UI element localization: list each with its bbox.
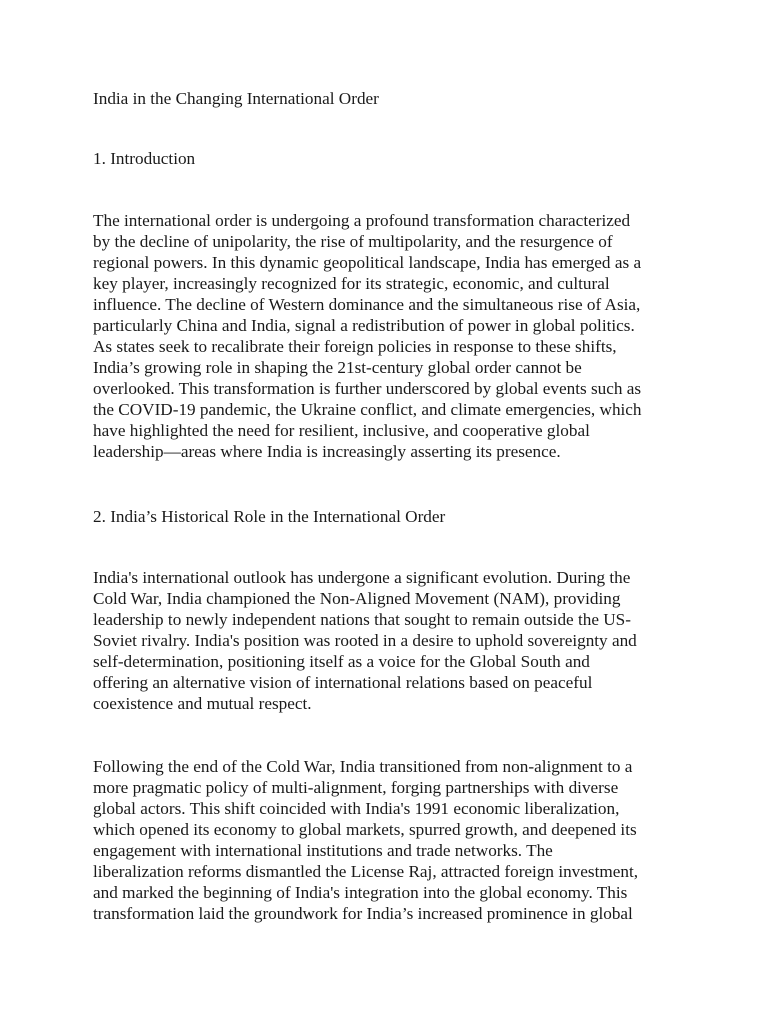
text-line: particularly China and India, signal a redistribution of power in global politics.	[93, 316, 635, 335]
section-heading-introduction	[93, 148, 678, 169]
paragraph-post-cold-war	[93, 756, 678, 924]
text-line: transformation laid the groundwork for India’s increased prominence in global	[93, 904, 633, 923]
text-line: engagement with international institutions and trade networks. The	[93, 841, 553, 860]
text-line: more pragmatic policy of multi-alignment, forging partnerships with diverse	[93, 778, 619, 797]
text-line: leadership—areas where India is increasingly asserting its presence.	[93, 442, 561, 461]
paragraph-introduction	[93, 210, 678, 462]
text-line: global actors. This shift coincided with India's 1991 economic liberalization,	[93, 799, 620, 818]
text-line: liberalization reforms dismantled the License Raj, attracted foreign investment,	[93, 862, 639, 881]
text-line: As states seek to recalibrate their foreign policies in response to these shifts,	[93, 337, 617, 356]
text-line: leadership to newly independent nations that sought to remain outside the US-	[93, 610, 631, 629]
text-line: the COVID-19 pandemic, the Ukraine conflict, and climate emergencies, which	[93, 400, 642, 419]
text-line: regional powers. In this dynamic geopolitical landscape, India has emerged as a	[93, 253, 642, 272]
text-line: and marked the beginning of India's integration into the global economy. This	[93, 883, 628, 902]
text-line: offering an alternative vision of international relations based on peaceful	[93, 673, 593, 692]
text-line: The international order is undergoing a profound transformation characterized	[93, 211, 631, 230]
section-heading-text: 2. India’s Historical Role in the International Order	[93, 507, 446, 526]
text-line: influence. The decline of Western dominance and the simultaneous rise of Asia,	[93, 295, 641, 314]
section-heading-text: 1. Introduction	[93, 149, 196, 168]
text-line: India's international outlook has undergone a significant evolution. During the	[93, 568, 631, 587]
text-line: India’s growing role in shaping the 21st-century global order cannot be	[93, 358, 582, 377]
paragraph-cold-war	[93, 567, 678, 714]
text-line: key player, increasingly recognized for its strategic, economic, and cultural	[93, 274, 610, 293]
text-line: self-determination, positioning itself as a voice for the Global South and	[93, 652, 590, 671]
section-heading-historical-role	[93, 506, 678, 527]
text-line: Cold War, India championed the Non-Aligned Movement (NAM), providing	[93, 589, 621, 608]
text-line: have highlighted the need for resilient, inclusive, and cooperative global	[93, 421, 590, 440]
text-line: coexistence and mutual respect.	[93, 694, 312, 713]
text-line: by the decline of unipolarity, the rise of multipolarity, and the resurgence of	[93, 232, 613, 251]
document-title-text: India in the Changing International Order	[93, 89, 379, 108]
document-title	[93, 88, 678, 109]
text-line: overlooked. This transformation is further underscored by global events such as	[93, 379, 642, 398]
text-line: Soviet rivalry. India's position was rooted in a desire to uphold sovereignty and	[93, 631, 637, 650]
text-line: which opened its economy to global markets, spurred growth, and deepened its	[93, 820, 637, 839]
text-line: Following the end of the Cold War, India transitioned from non-alignment to a	[93, 757, 633, 776]
